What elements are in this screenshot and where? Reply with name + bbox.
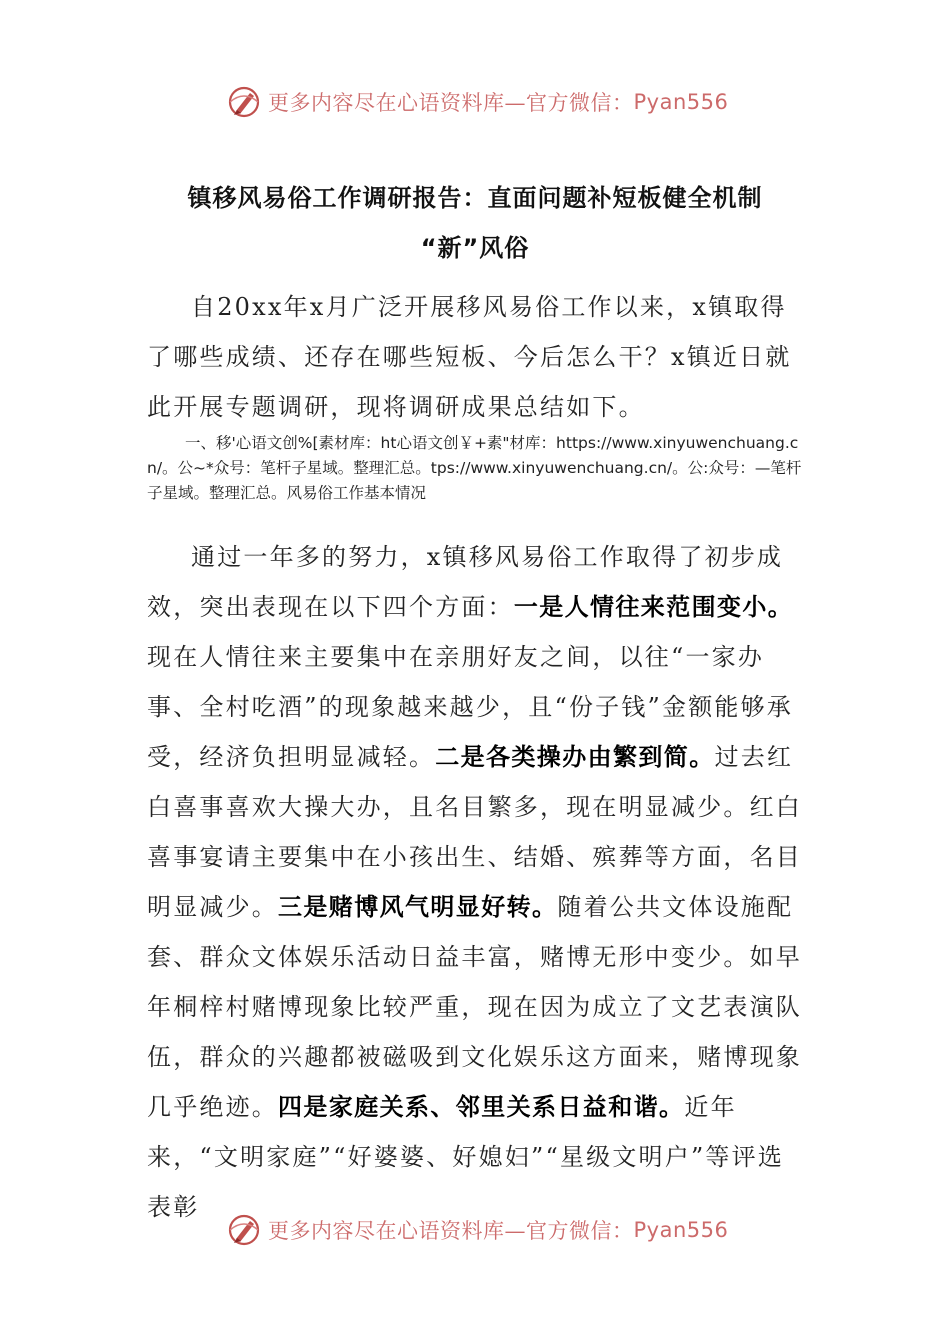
body-text-3: 过去红白喜事喜欢大操大办，且名目繁多，现在明显减少。红白喜事宴请主要集中在小孩出生、结婚、殡葬等方面，名目明显减少。 [147, 743, 802, 921]
document-title-line2: “新”风俗 [420, 234, 530, 262]
body-text-5: 近年来，“文明家庭”“好婆婆、好媳妇”“星级文明户”等评选表彰 [147, 1093, 785, 1221]
pen-circle-logo-icon [226, 1212, 262, 1248]
bold-point-3: 三是赌博风气明显好转。 [278, 893, 558, 921]
body-text-4: 随着公共文体设施配套、群众文体娱乐活动日益丰富，赌博无形中变少。如早年桐梓村赌博现象比较严重，现在因为成立了文艺表演队伍，群众的兴趣都被磁吸到文化娱乐这方面来，赌博现象几乎绝迹。 [147, 893, 802, 1121]
section-heading-text: 一、移'心语文创%[素材库：ht心语文创￥+素"材库：https://www.xinyuwenchuang.cn/。公~*众号：笔杆子星域。整理汇总。tps://www.xinyuwenchuang.cn/。公:众号：—笔杆子星域。整理汇总。风易俗工作基本情况 [147, 434, 802, 502]
watermark-banner-top [226, 82, 728, 122]
body-text-1: 通过一年多的努力，x镇移风易俗工作取得了初步成效，突出表现在以下四个方面： [147, 543, 784, 621]
pen-circle-logo-icon [226, 84, 262, 120]
document-title-line1: 镇移风易俗工作调研报告：直面问题补短板健全机制 [187, 184, 763, 212]
intro-paragraph [147, 282, 807, 432]
watermark-text: 更多内容尽在心语资料库—官方微信： [268, 1219, 634, 1243]
intro-text: 自20xx年x月广泛开展移风易俗工作以来，x镇取得了哪些成绩、还存在哪些短板、今后怎么干？x镇近日就此开展专题调研，现将调研成果总结如下。 [147, 293, 792, 421]
bold-point-4: 四是家庭关系、邻里关系日益和谐。 [278, 1093, 685, 1121]
watermark-wechat-id: Pyan556 [633, 90, 729, 114]
watermark-banner-bottom [226, 1210, 728, 1250]
bold-point-1: 一是人情往来范围变小。 [513, 593, 794, 621]
watermark-wechat-id: Pyan556 [633, 1218, 729, 1242]
body-text-2: 现在人情往来主要集中在亲朋好友之间，以往“一家办事、全村吃酒”的现象越来越少，且“份子钱”金额能够承受，经济负担明显减轻。 [147, 643, 794, 771]
body-paragraph [147, 532, 807, 1232]
section-heading [147, 431, 807, 506]
bold-point-2: 二是各类操办由繁到简。 [435, 743, 715, 771]
watermark-text: 更多内容尽在心语资料库—官方微信： [268, 91, 634, 115]
